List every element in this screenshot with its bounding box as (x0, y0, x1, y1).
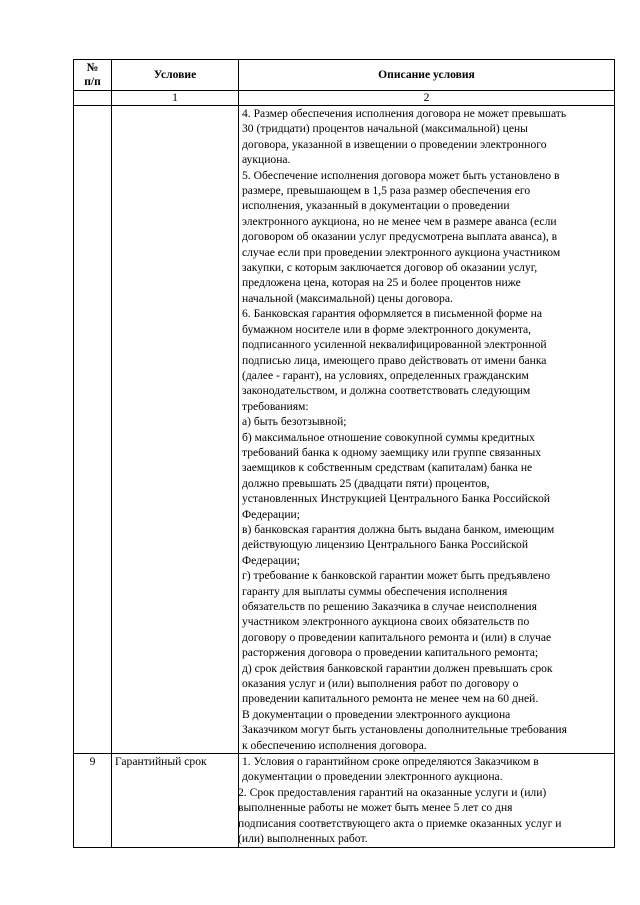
description-line: подписанного усиленной неквалифицированной электронной (242, 338, 547, 352)
description-line: к обеспечению исполнения договора. (242, 738, 427, 752)
description-line: 6. Банковская гарантия оформляется в письменной форме на (242, 307, 542, 321)
description-line: требованиям: (242, 399, 309, 413)
header-condition: Условие (112, 60, 239, 91)
description-line: подписью лица, имеющего право действовать от имени банка (242, 353, 547, 367)
header-description: Описание условия (239, 60, 615, 91)
description-line: 2. Срок предоставления гарантий на оказанные услуги и (или) (238, 785, 547, 799)
conditions-table (73, 59, 615, 848)
row-description-cell (239, 754, 615, 847)
description-line: 1. Условия о гарантийном сроке определяются Заказчиком в (242, 755, 539, 769)
description-line: договором об оказании услуг предусмотрена выплата аванса), в (242, 230, 558, 244)
description-line: документации о проведении электронного аукциона. (242, 770, 503, 784)
description-line: действующую лицензию Центрального Банка Российской (242, 538, 529, 552)
table-row (74, 106, 615, 754)
row-number-cell (74, 106, 112, 754)
description-line: договору о проведении капитального ремонта и (или) в случае (242, 630, 552, 644)
description-line: размере, превышающем в 1,5 раза размер обеспечения его (242, 184, 531, 198)
description-line: выполненные работы не может быть менее 5 лет со дня (238, 801, 513, 815)
description-line: д) срок действия банковской гарантии должен превышать срок (242, 661, 553, 675)
description-line: проведении капитального ремонта не менее чем на 60 дней. (242, 692, 539, 706)
row-number-cell: 9 (74, 754, 112, 847)
description-line: требований банка к одному заемщику или группе связанных (242, 445, 542, 459)
column-number-cell: 2 (239, 91, 615, 106)
description-line: В документации о проведении электронного аукциона (242, 707, 511, 721)
description-line: Заказчиком могут быть установлены дополнительные требования (242, 723, 567, 737)
description-line: 30 (тридцати) процентов начальной (максимальной) цены (242, 122, 528, 136)
column-number-cell: 1 (112, 91, 239, 106)
row-condition-cell: Гарантийный срок (112, 754, 239, 847)
description-line: договора, указанной в извещении о проведении электронного (242, 137, 547, 151)
row-condition-cell (112, 106, 239, 754)
description-line: законодательством, и должна соответствовать следующим (242, 384, 531, 398)
description-line: должно превышать 25 (двадцати пяти) процентов, (242, 476, 490, 490)
header-number-line: п/п (84, 75, 101, 88)
description-line: установленных Инструкцией Центрального Банка Российской (242, 492, 550, 506)
description-line: (далее - гарант), на условиях, определенных гражданским (242, 368, 529, 382)
description-line: оказания услуг и (или) выполнения работ по договору о (242, 677, 519, 691)
description-line: б) максимальное отношение совокупной суммы кредитных (242, 430, 535, 444)
description-line: а) быть безотзывной; (242, 415, 347, 429)
description-line: 5. Обеспечение исполнения договора может быть установлено в (242, 168, 560, 182)
description-line: расторжения договора о проведении капитального ремонта; (242, 646, 539, 660)
header-number (74, 60, 112, 91)
description-line: аукциона. (242, 153, 291, 167)
description-line: заемщиков к собственным средствам (капиталам) банка не (242, 461, 533, 475)
description-line: случае если при проведении электронного аукциона участником (242, 245, 561, 259)
description-line: г) требование к банковской гарантии может быть предъявлено (242, 569, 551, 583)
description-line: начальной (максимальной) цены договора. (242, 291, 453, 305)
column-number-cell (74, 91, 112, 106)
description-line: Федерации; (242, 507, 300, 521)
description-line: закупки, с которым заключается договор об оказании услуг, (242, 261, 538, 275)
description-line: гаранту для выплаты суммы обеспечения исполнения (242, 584, 508, 598)
description-line: электронного аукциона, но не менее чем в размере аванса (если (242, 214, 557, 228)
description-line: бумажном носителе или в форме электронного документа, (242, 322, 532, 336)
description-line: обязательств по решению Заказчика в случае неисполнения (242, 600, 537, 613)
description-line: Федерации; (242, 553, 300, 567)
description-line: (или) выполненных работ. (238, 832, 368, 846)
table-header-row (74, 60, 615, 91)
description-line: 4. Размер обеспечения исполнения договора не может превышать (242, 107, 567, 120)
description-line: участником электронного аукциона своих обязательств по (242, 615, 530, 629)
column-numbers-row (74, 91, 615, 106)
description-line: предложена цена, которая на 25 и более процентов ниже (242, 276, 521, 290)
description-line: исполнения, указанный в документации о проведении (242, 199, 510, 213)
description-line: подписания соответствующего акта о приемке оказанных услуг и (238, 816, 562, 830)
table-row (74, 754, 615, 847)
description-line: в) банковская гарантия должна быть выдана банком, имеющим (242, 522, 555, 536)
row-description-cell (239, 106, 615, 754)
header-number-line: № (86, 61, 99, 74)
